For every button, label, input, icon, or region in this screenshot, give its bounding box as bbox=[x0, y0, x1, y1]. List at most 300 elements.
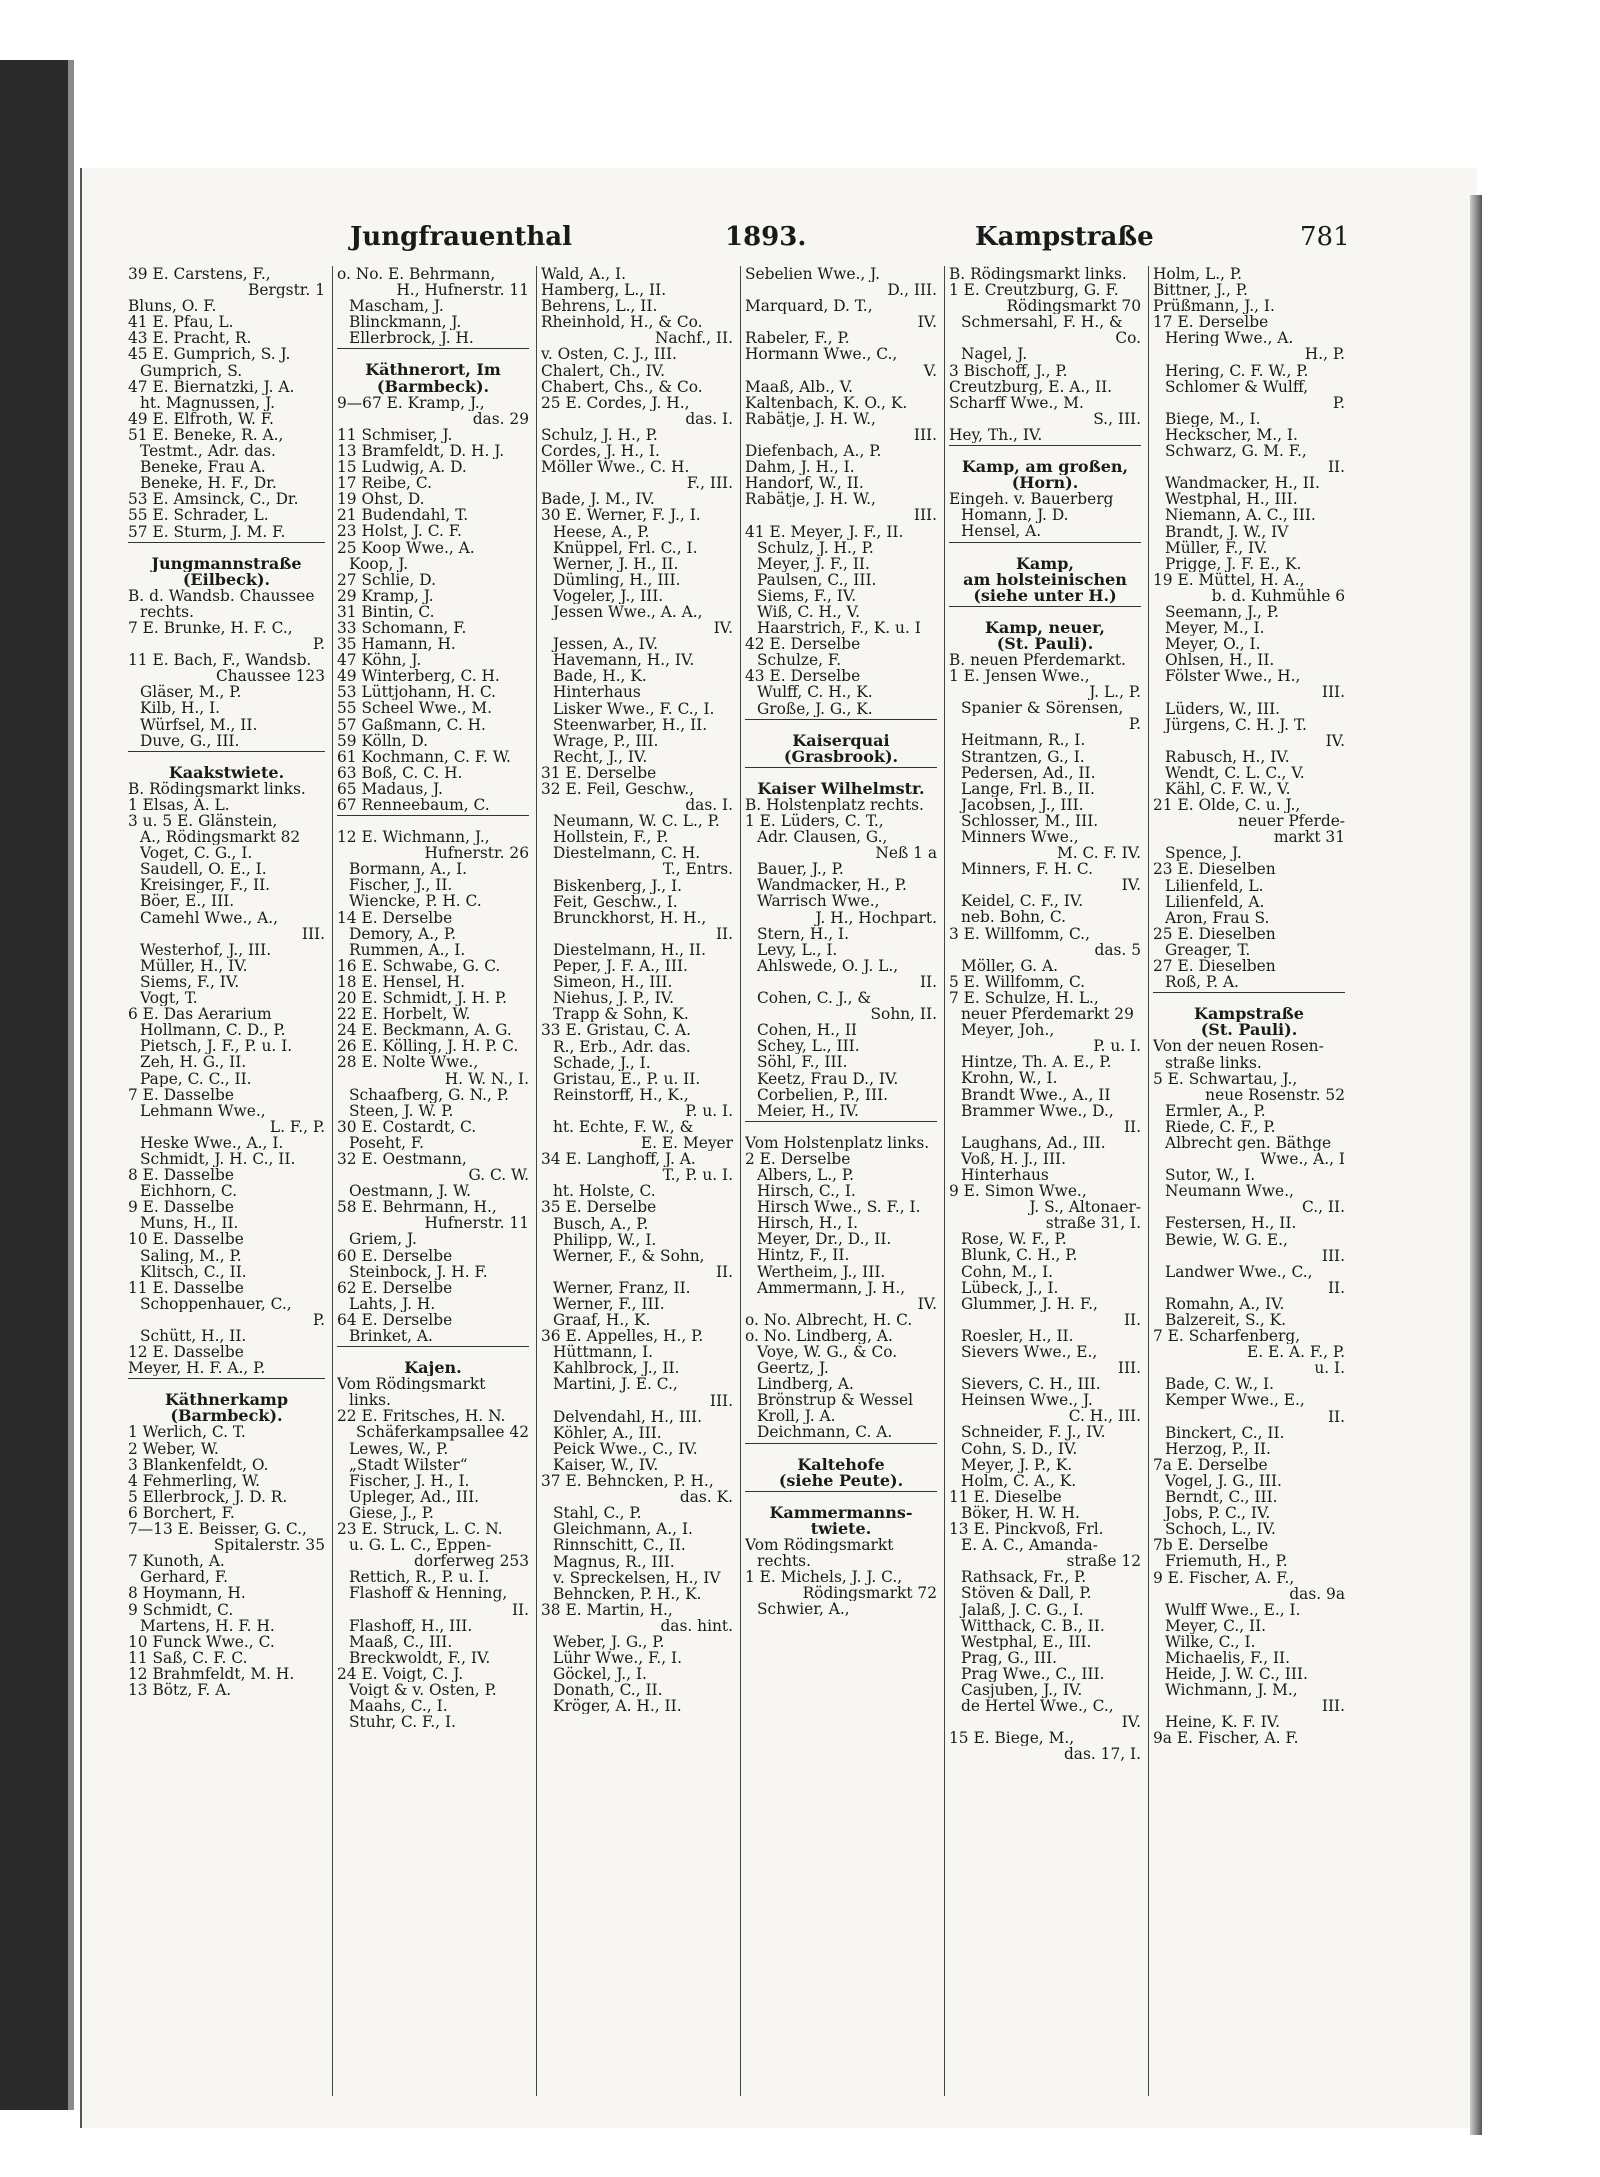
directory-line: T., Entrs. bbox=[662, 861, 733, 878]
street-heading: Kaiserquai bbox=[792, 732, 890, 749]
directory-line: Voß, H. J., III. bbox=[961, 1150, 1067, 1167]
directory-line: 3 u. 5 E. Glänstein, bbox=[128, 813, 278, 830]
directory-line: Jalaß, J. C. G., I. bbox=[961, 1601, 1084, 1618]
street-heading: Käthnerort, Im bbox=[365, 362, 501, 379]
directory-line: Söhl, F., III. bbox=[757, 1054, 848, 1071]
directory-line: Gerhard, F. bbox=[140, 1569, 229, 1586]
directory-line: Glummer, J. H. F., bbox=[961, 1295, 1098, 1312]
directory-line: Diestelmann, H., II. bbox=[553, 941, 707, 959]
directory-line: Heine, K. F. IV. bbox=[1165, 1714, 1280, 1731]
directory-line: 2 E. Derselbe bbox=[745, 1150, 851, 1167]
directory-line: Westphal, E., III. bbox=[961, 1633, 1092, 1650]
directory-line: Wilke, C., I. bbox=[1165, 1633, 1256, 1650]
directory-line: B. neuen Pferdemarkt. bbox=[949, 651, 1126, 669]
directory-line: 12 E. Wichmann, J., bbox=[337, 829, 490, 846]
directory-line: 32 E. Feil, Geschw., bbox=[541, 781, 695, 798]
directory-line: A., Rödingsmarkt 82 bbox=[140, 829, 301, 846]
directory-line: J. H., Hochpart. bbox=[815, 909, 937, 926]
directory-line: Lühr Wwe., F., I. bbox=[553, 1650, 683, 1667]
directory-line: Vom Holstenplatz links. bbox=[745, 1134, 930, 1151]
directory-line: Casjuben, J., IV. bbox=[961, 1681, 1083, 1699]
directory-line: 45 E. Gumprich, S. J. bbox=[128, 346, 291, 363]
directory-line: Lange, Frl. B., II. bbox=[961, 780, 1095, 797]
directory-line: Gleichmann, A., I. bbox=[553, 1521, 693, 1538]
directory-line: 36 E. Appelles, H., P. bbox=[541, 1328, 704, 1345]
section-rule bbox=[128, 751, 325, 765]
directory-line: D., III. bbox=[887, 282, 937, 299]
directory-line: o. No. Albrecht, H. C. bbox=[745, 1311, 913, 1328]
directory-line: Greager, T. bbox=[1165, 941, 1251, 959]
directory-line: Sievers, C. H., III. bbox=[961, 1376, 1101, 1393]
directory-line: Schulze, F. bbox=[757, 652, 842, 669]
directory-line: Ahlswede, O. J. L., bbox=[757, 957, 899, 974]
street-heading: Kammermanns- bbox=[769, 1504, 913, 1521]
directory-line: Riede, C. F., P. bbox=[1165, 1118, 1276, 1135]
directory-line: 7—13 E. Beisser, G. C., bbox=[128, 1521, 307, 1538]
directory-line: Nagel, J. bbox=[961, 346, 1028, 363]
directory-line: Kreisinger, F., II. bbox=[140, 877, 271, 894]
directory-line: Blinckmann, J. bbox=[349, 314, 462, 331]
directory-line: das. K. bbox=[679, 1489, 733, 1506]
directory-line: 13 E. Pinckvoß, Frl. bbox=[949, 1521, 1104, 1538]
directory-line: Pietsch, J. F., P. u. I. bbox=[140, 1038, 293, 1055]
directory-line: Hüttmann, I. bbox=[553, 1344, 654, 1361]
section-rule bbox=[745, 719, 937, 733]
directory-line: Spanier & Sörensen, bbox=[961, 700, 1124, 717]
section-rule bbox=[949, 606, 1141, 620]
directory-line: „Stadt Wilster“ bbox=[349, 1456, 468, 1473]
directory-line: Marquard, D. T., bbox=[745, 298, 873, 315]
directory-line: 58 E. Behrmann, H., bbox=[337, 1199, 497, 1216]
directory-line: 7 E. Schulze, H. L., bbox=[949, 989, 1099, 1007]
directory-line: Lewes, W., P. bbox=[349, 1440, 449, 1457]
directory-line: Demory, A., P. bbox=[349, 925, 457, 942]
directory-line: Kähl, C. F. W., V. bbox=[1165, 781, 1291, 798]
directory-line: straße 12 bbox=[1066, 1553, 1141, 1570]
directory-line: Stahl, C., P. bbox=[553, 1505, 642, 1522]
directory-line: das. I. bbox=[685, 410, 733, 427]
directory-line: Heckscher, M., I. bbox=[1165, 426, 1298, 444]
directory-line: 61 Kochmann, C. F. W. bbox=[337, 748, 511, 765]
directory-line: 39 E. Carstens, F., bbox=[128, 266, 271, 283]
directory-line: 57 Gaßmann, C. H. bbox=[337, 716, 486, 733]
directory-line: Rödingsmarkt 70 bbox=[1006, 298, 1141, 315]
directory-line: 23 E. Dieselben bbox=[1153, 861, 1276, 878]
directory-line: Voigt & v. Osten, P. bbox=[349, 1681, 497, 1699]
page-number: 781 bbox=[1300, 222, 1350, 252]
directory-line: 12 Brahmfeldt, M. H. bbox=[128, 1665, 295, 1682]
directory-line: Voye, W. G., & Co. bbox=[757, 1344, 898, 1361]
directory-line: 10 E. Dasselbe bbox=[128, 1231, 244, 1248]
section-rule bbox=[337, 348, 529, 362]
directory-line: Sohn, II. bbox=[870, 1006, 937, 1023]
directory-line: H. W. N., I. bbox=[444, 1070, 529, 1087]
directory-line: 27 E. Dieselben bbox=[1153, 958, 1276, 975]
directory-line: Giese, J., P. bbox=[349, 1504, 434, 1522]
directory-line: Creutzburg, E. A., II. bbox=[949, 378, 1113, 395]
directory-line: Steenwarber, H., II. bbox=[553, 716, 708, 733]
directory-line: IV. bbox=[917, 1295, 937, 1312]
directory-line: Schmersahl, F. H., & bbox=[961, 314, 1123, 331]
directory-line: das. 9a bbox=[1289, 1585, 1345, 1602]
directory-line: 9a E. Fischer, A. F. bbox=[1153, 1730, 1299, 1747]
directory-line: Geertz, J. bbox=[757, 1360, 829, 1377]
directory-line: 4 Fehmerling, W. bbox=[128, 1472, 261, 1489]
directory-line: Laughans, Ad., III. bbox=[961, 1134, 1106, 1151]
directory-line: Biskenberg, J., I. bbox=[553, 877, 683, 894]
directory-line: Albers, L., P. bbox=[757, 1166, 855, 1184]
directory-line: E. A. C., Amanda- bbox=[961, 1537, 1098, 1554]
directory-line: Scharff Wwe., M. bbox=[949, 394, 1084, 411]
directory-line: Oestmann, J. W. bbox=[349, 1183, 471, 1200]
directory-line: 6 E. Das Aerarium bbox=[128, 1006, 272, 1023]
section-rule bbox=[128, 542, 325, 556]
directory-line: Vogel, J. G., III. bbox=[1165, 1472, 1282, 1490]
directory-line: Lübeck, J., I. bbox=[961, 1279, 1059, 1296]
directory-line: Hufnerstr. 11 bbox=[424, 1215, 529, 1232]
directory-line: Stöven & Dall, P. bbox=[961, 1585, 1092, 1602]
directory-line: Lindberg, A. bbox=[757, 1376, 854, 1393]
directory-line: straße links. bbox=[1165, 1054, 1262, 1071]
directory-line: 7a E. Derselbe bbox=[1153, 1456, 1268, 1473]
street-heading: Käthnerkamp bbox=[164, 1392, 289, 1409]
directory-line: Meyer, Dr., D., II. bbox=[757, 1231, 892, 1248]
directory-line: 3 E. Willfomm, C., bbox=[949, 925, 1090, 942]
directory-line: Busch, A., P. bbox=[553, 1215, 649, 1232]
section-rule bbox=[949, 445, 1141, 459]
directory-line: Philipp, W., I. bbox=[553, 1231, 657, 1248]
directory-line: 1 Elsas, A. L. bbox=[128, 796, 230, 813]
directory-line: Meyer, C., II. bbox=[1165, 1617, 1267, 1634]
directory-line: Meyer, J. F., II. bbox=[757, 555, 870, 572]
directory-line: 5 E. Willfomm, C. bbox=[949, 973, 1086, 990]
directory-line: Testmt., Adr. das. bbox=[140, 443, 276, 460]
directory-line: Rödingsmarkt 72 bbox=[802, 1585, 937, 1602]
directory-line: II. bbox=[919, 973, 937, 991]
directory-line: Rettich, R., P. u. I. bbox=[349, 1569, 490, 1586]
directory-line: 30 E. Werner, F. J., I. bbox=[541, 507, 701, 524]
directory-line: Meyer, H. F. A., P. bbox=[128, 1360, 266, 1377]
directory-line: Steinbock, J. H. F. bbox=[349, 1263, 488, 1280]
directory-line: Deichmann, C. A. bbox=[757, 1424, 893, 1441]
directory-line: neue Rosenstr. 52 bbox=[1205, 1086, 1345, 1103]
directory-line: 5 E. Schwartau, J., bbox=[1153, 1070, 1298, 1087]
directory-line: ht. Holste, C. bbox=[553, 1183, 656, 1200]
directory-line: Bergstr. 1 bbox=[248, 282, 325, 299]
street-heading: Kampstraße bbox=[1194, 1006, 1304, 1023]
directory-line: B. Holstenplatz rechts. bbox=[745, 796, 924, 813]
street-heading: Kajen. bbox=[404, 1360, 462, 1377]
directory-line: 8 E. Dasselbe bbox=[128, 1167, 235, 1184]
right-running-title: Kampstraße bbox=[975, 222, 1154, 252]
street-heading: Kamp, bbox=[1016, 555, 1074, 572]
directory-line: Weber, J. G., P. bbox=[553, 1633, 665, 1651]
directory-line: IV. bbox=[1325, 732, 1345, 749]
directory-line: 2 Weber, W. bbox=[128, 1440, 219, 1457]
directory-line: 49 Winterberg, C. H. bbox=[337, 668, 500, 685]
street-heading: (Eilbeck). bbox=[182, 571, 271, 588]
section-rule bbox=[745, 1443, 937, 1457]
directory-line: Schäferkampsallee 42 bbox=[356, 1424, 529, 1441]
directory-line: Klitsch, C., II. bbox=[140, 1263, 247, 1280]
directory-line: Donath, C., II. bbox=[553, 1682, 663, 1699]
directory-line: Möller, G. A. bbox=[961, 957, 1058, 974]
directory-line: Kilb, H., I. bbox=[140, 700, 221, 717]
directory-line: 35 E. Derselbe bbox=[541, 1199, 657, 1216]
directory-line: 31 E. Derselbe bbox=[541, 764, 657, 781]
directory-line: Eichhorn, C. bbox=[140, 1183, 238, 1200]
directory-line: 37 E. Behncken, P. H., bbox=[541, 1473, 714, 1490]
directory-line: Behrens, L., II. bbox=[541, 298, 658, 315]
directory-line: Bittner, J., P. bbox=[1153, 282, 1248, 299]
directory-line: Griem, J. bbox=[349, 1231, 417, 1248]
directory-line: Rummen, A., I. bbox=[349, 941, 466, 958]
directory-line: 43 E. Pracht, R. bbox=[128, 330, 252, 347]
directory-line: Maaß, C., III. bbox=[349, 1633, 453, 1650]
directory-line: Levy, L., I. bbox=[757, 941, 838, 958]
directory-line: Aron, Frau S. bbox=[1165, 909, 1270, 926]
directory-line: de Hertel Wwe., C., bbox=[961, 1698, 1114, 1715]
directory-line: III. bbox=[709, 1392, 733, 1409]
directory-line: Chalert, Ch., IV. bbox=[541, 362, 665, 379]
directory-line: B. Rödingsmarkt links. bbox=[949, 266, 1127, 283]
directory-line: Hey, Th., IV. bbox=[949, 426, 1043, 444]
directory-line: 53 Lüttjohann, H. C. bbox=[337, 684, 497, 701]
directory-line: Trapp & Sohn, K. bbox=[553, 1006, 689, 1023]
directory-line: III. bbox=[1117, 1360, 1141, 1377]
directory-line: Spence, J. bbox=[1165, 845, 1242, 862]
street-heading: am holsteinischen bbox=[963, 571, 1127, 588]
directory-line: Stern, H., I. bbox=[757, 925, 849, 942]
street-heading: (Grasbrook). bbox=[783, 748, 899, 765]
directory-line: 59 Kölln, D. bbox=[337, 732, 429, 749]
directory-line: u. I. bbox=[1314, 1360, 1345, 1377]
directory-line: Niemann, A. C., III. bbox=[1165, 507, 1316, 524]
section-rule bbox=[337, 1346, 529, 1360]
directory-line: Magnus, R., III. bbox=[553, 1553, 675, 1570]
directory-line: Gläser, M., P. bbox=[140, 684, 242, 701]
directory-line: 17 E. Derselbe bbox=[1153, 314, 1269, 331]
directory-line: 20 E. Schmidt, J. H. P. bbox=[337, 990, 508, 1007]
directory-line: 16 E. Schwabe, G. C. bbox=[337, 957, 501, 974]
directory-line: 19 Ohst, D. bbox=[337, 491, 425, 508]
directory-line: 13 Bramfeldt, D. H. J. bbox=[337, 442, 505, 460]
directory-line: Würfsel, M., II. bbox=[140, 716, 258, 733]
street-heading: Jungmannstraße bbox=[151, 555, 302, 572]
directory-line: 41 E. Meyer, J. F., II. bbox=[745, 523, 904, 540]
directory-line: Brunckhorst, H. H., bbox=[553, 909, 707, 926]
directory-line: Wrage, P., III. bbox=[553, 732, 659, 749]
directory-line: Brinket, A. bbox=[349, 1328, 433, 1345]
directory-line: Maahs, C., I. bbox=[349, 1698, 448, 1715]
directory-line: Flashoff & Henning, bbox=[349, 1585, 508, 1602]
directory-line: markt 31 bbox=[1273, 829, 1345, 846]
directory-line: Rabeler, F., P. bbox=[745, 330, 850, 347]
directory-line: P. u. I. bbox=[1093, 1038, 1141, 1055]
directory-line: Flashoff, H., III. bbox=[349, 1617, 473, 1634]
directory-line: Heinsen Wwe., J. bbox=[961, 1392, 1093, 1409]
directory-line: Zeh, H. G., II. bbox=[140, 1054, 247, 1071]
directory-line: Wulff, C. H., K. bbox=[757, 684, 873, 701]
directory-line: Schlomer & Wulff, bbox=[1165, 378, 1309, 395]
directory-line: 7 E. Brunke, H. F. C., bbox=[128, 619, 293, 637]
directory-line: Bade, J. M., IV. bbox=[541, 491, 655, 508]
directory-line: Knüppel, Frl. C., I. bbox=[553, 539, 698, 556]
directory-line: Brönstrup & Wessel bbox=[757, 1392, 914, 1409]
directory-line: Westphal, H., III. bbox=[1165, 491, 1298, 508]
directory-line: Bauer, J., P. bbox=[757, 861, 844, 878]
directory-line: III. bbox=[1321, 1247, 1345, 1264]
directory-line: Lisker Wwe., F. C., I. bbox=[553, 700, 715, 717]
directory-line: Voget, C. G., I. bbox=[140, 845, 253, 862]
directory-line: Ellerbrock, J. H. bbox=[349, 330, 474, 347]
directory-line: 1 E. Lüders, C. T., bbox=[745, 813, 884, 830]
directory-line: u. G. L. C., Eppen- bbox=[349, 1537, 492, 1554]
directory-line: Ermler, A., P. bbox=[1165, 1102, 1266, 1119]
directory-line: Feit, Geschw., I. bbox=[553, 893, 678, 910]
directory-line: Albrecht gen. Bäthge bbox=[1165, 1134, 1332, 1152]
directory-line: Diefenbach, A., P. bbox=[745, 443, 882, 460]
street-heading: Kaakstwiete. bbox=[168, 764, 285, 781]
directory-line: Bade, H., K. bbox=[553, 668, 647, 685]
directory-line: Wendt, C. L. C., V. bbox=[1165, 764, 1305, 781]
directory-line: Hinterhaus bbox=[961, 1166, 1049, 1184]
directory-line: Simeon, H., III. bbox=[553, 974, 673, 991]
directory-line: Meyer, J. P., K. bbox=[961, 1456, 1073, 1473]
directory-line: Hufnerstr. 26 bbox=[424, 845, 529, 862]
directory-line: Hirsch, C., I. bbox=[757, 1183, 856, 1200]
directory-line: R., Erb., Adr. das. bbox=[553, 1038, 691, 1055]
directory-line: III. bbox=[301, 925, 325, 942]
directory-line: Rabätje, J. H. W., bbox=[745, 491, 876, 508]
year: 1893. bbox=[725, 222, 807, 252]
directory-line: Koop, J. bbox=[349, 555, 409, 572]
street-heading: Kamp, neuer, bbox=[985, 619, 1105, 636]
directory-line: Heese, A., P. bbox=[553, 523, 650, 540]
directory-line: 1 E. Michels, J. J. C., bbox=[745, 1569, 903, 1586]
directory-line: 5 Ellerbrock, J. D. R. bbox=[128, 1488, 288, 1505]
directory-line: 25 E. Dieselben bbox=[1153, 925, 1276, 942]
directory-line: L. F., P. bbox=[269, 1118, 325, 1135]
directory-line: Rinnschitt, C., II. bbox=[553, 1537, 686, 1554]
directory-line: Witthack, C. B., II. bbox=[961, 1617, 1105, 1634]
directory-line: C., II. bbox=[1302, 1199, 1345, 1216]
directory-line: IV. bbox=[713, 620, 733, 637]
directory-line: Haarstrich, F., K. u. I bbox=[757, 620, 921, 637]
directory-line: III. bbox=[1321, 684, 1345, 701]
directory-line: Co. bbox=[1115, 330, 1141, 347]
directory-line: Prag, G., III. bbox=[961, 1649, 1058, 1666]
directory-line: 7 E. Scharfenberg, bbox=[1153, 1328, 1301, 1345]
directory-line: Rabätje, J. H. W., bbox=[745, 410, 876, 427]
directory-line: 1 Werlich, C. T. bbox=[128, 1424, 246, 1441]
directory-line: 38 E. Martin, H., bbox=[541, 1601, 673, 1618]
directory-line: Neumann, W. C. L., P. bbox=[553, 813, 720, 830]
street-heading: (Barmbeck). bbox=[376, 378, 490, 395]
directory-line: Pape, C. C., II. bbox=[140, 1070, 252, 1087]
column-5 bbox=[944, 266, 1144, 2096]
street-heading: (siehe Peute). bbox=[778, 1472, 904, 1489]
directory-line: rechts. bbox=[140, 603, 194, 620]
directory-line: Vogeler, J., III. bbox=[553, 587, 664, 604]
directory-line: Cohen, C. J., & bbox=[757, 990, 872, 1007]
directory-line: Prigge, J. F. E., K. bbox=[1165, 555, 1302, 572]
directory-line: IV. bbox=[917, 314, 937, 331]
directory-line: Heitmann, R., I. bbox=[961, 732, 1086, 749]
directory-line: b. d. Kuhmühle 6 bbox=[1211, 587, 1345, 604]
directory-line: Cohn, M., I. bbox=[961, 1263, 1054, 1280]
directory-line: Lüders, W., III. bbox=[1165, 700, 1281, 717]
directory-line: Schoppenhauer, C., bbox=[140, 1295, 292, 1312]
directory-line: Hamberg, L., II. bbox=[541, 282, 667, 299]
directory-line: Stuhr, C. F., I. bbox=[349, 1714, 456, 1731]
directory-line: IV. bbox=[1121, 877, 1141, 894]
directory-line: II. bbox=[1123, 1118, 1141, 1135]
directory-line: Köhler, A., III. bbox=[553, 1424, 662, 1441]
directory-line: 25 Koop Wwe., A. bbox=[337, 539, 475, 556]
directory-line: Werner, F., & Sohn, bbox=[553, 1247, 705, 1264]
directory-line: 21 Budendahl, T. bbox=[337, 507, 469, 524]
directory-line: Chaussee 123 bbox=[215, 668, 325, 685]
directory-line: dorferweg 253 bbox=[413, 1553, 529, 1570]
directory-line: Blunk, C. H., P. bbox=[961, 1247, 1078, 1264]
directory-line: 7 Kunoth, A. bbox=[128, 1553, 225, 1570]
directory-line: das. 29 bbox=[472, 410, 529, 427]
directory-line: ht. Echte, F. W., & bbox=[553, 1118, 694, 1136]
directory-line: Hollmann, C. D., P. bbox=[140, 1022, 286, 1039]
directory-line: Wulff Wwe., E., I. bbox=[1165, 1601, 1301, 1618]
directory-line: G. C. W. bbox=[468, 1167, 529, 1184]
directory-line: Vom Rödingsmarkt bbox=[745, 1536, 894, 1554]
directory-line: Schey, L., III. bbox=[757, 1038, 860, 1055]
directory-line: Saudell, O. E., I. bbox=[140, 861, 267, 878]
directory-line: Mascham, J. bbox=[349, 298, 444, 315]
directory-line: Böer, E., III. bbox=[140, 893, 235, 910]
directory-line: 3 Bischoff, J., P. bbox=[949, 362, 1068, 379]
directory-line: Camehl Wwe., A., bbox=[140, 909, 279, 926]
directory-line: Holm, L., P. bbox=[1153, 266, 1243, 283]
directory-line: 3 Blankenfeldt, O. bbox=[128, 1456, 269, 1473]
directory-line: 15 E. Biege, M., bbox=[949, 1730, 1075, 1747]
directory-columns bbox=[128, 266, 1348, 2096]
directory-line: Schaafberg, G. N., P. bbox=[349, 1086, 509, 1103]
directory-line: Prag Wwe., C., III. bbox=[961, 1665, 1105, 1682]
street-heading: (Horn). bbox=[1011, 475, 1079, 492]
directory-line: ht. Magnussen, J. bbox=[140, 394, 275, 411]
binding-edge bbox=[68, 60, 74, 2110]
page-header bbox=[350, 222, 1350, 262]
directory-line: P. bbox=[1128, 716, 1141, 733]
section-rule bbox=[745, 1121, 937, 1135]
directory-line: 19 E. Müttel, H. A., bbox=[1153, 571, 1305, 588]
directory-line: 15 Ludwig, A. D. bbox=[337, 459, 467, 476]
directory-line: neuer Pferde- bbox=[1238, 813, 1345, 830]
directory-line: Duve, G., III. bbox=[140, 732, 240, 749]
directory-line: 11 E. Bach, F., Wandsb. bbox=[128, 652, 312, 669]
directory-line: C. H., III. bbox=[1068, 1408, 1141, 1425]
directory-line: Schütt, H., II. bbox=[140, 1328, 247, 1345]
directory-line: Hormann Wwe., C., bbox=[745, 346, 898, 363]
directory-line: Dümling, H., III. bbox=[553, 571, 681, 588]
directory-line: Ohlsen, H., II. bbox=[1165, 652, 1275, 669]
directory-line: H., Hufnerstr. 11 bbox=[396, 282, 529, 299]
directory-line: Minners, F. H. C. bbox=[961, 861, 1094, 878]
directory-line: Brandt Wwe., A., II bbox=[961, 1086, 1111, 1103]
directory-line: 25 E. Cordes, J. H., bbox=[541, 394, 690, 411]
directory-line: Müller, F., IV. bbox=[1165, 539, 1268, 556]
column-4 bbox=[740, 266, 940, 2096]
directory-line: Hinterhaus bbox=[553, 684, 641, 701]
